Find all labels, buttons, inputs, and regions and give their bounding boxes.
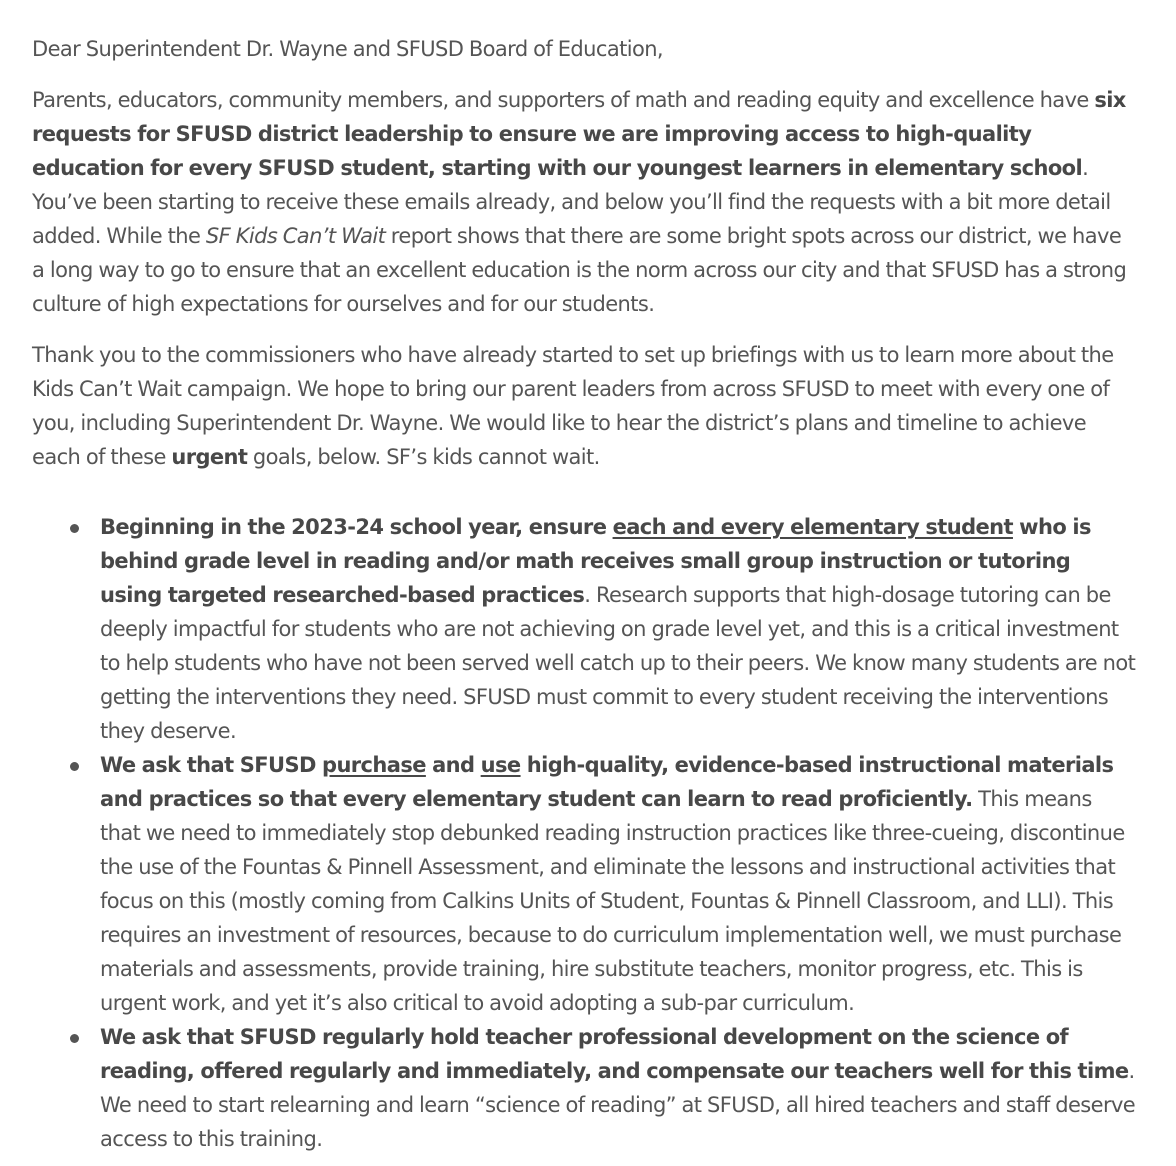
bullet-icon — [70, 1034, 79, 1043]
greeting: Dear Superintendent Dr. Wayne and SFUSD Board of Education, — [32, 37, 663, 61]
request-2-bold-1: We ask that SFUSD — [100, 753, 323, 777]
request-1-underlined: each and every elementary student — [612, 515, 1013, 539]
request-2-bold-3: high-quality, evidence-based instructional materials and practices so that every elementary student can learn to read proficiently. — [100, 753, 1114, 811]
request-1-bold-1: Beginning in the 2023-24 school year, ensure — [100, 515, 613, 539]
request-3-bold-1: We ask that SFUSD regularly hold teacher professional development on the science of reading, offered regularly and immediately, and compensate our teachers well for this time — [100, 1025, 1129, 1083]
intro-paragraph — [32, 83, 1136, 321]
thanks-bold-urgent: urgent — [171, 445, 248, 469]
requests-list — [32, 510, 1136, 1156]
request-item-2 — [100, 748, 1136, 1020]
request-2-underlined-purchase: purchase — [322, 753, 426, 777]
report-title: SF Kids Can’t Wait — [205, 224, 386, 248]
thanks-text-2: goals, below. SF’s kids cannot wait. — [247, 445, 600, 469]
request-2-text: This means that we need to immediately stop debunked reading instruction practices like three-cueing, discontinue the use of the Fountas & Pinnell Assessment, and eliminate the lessons and instructional activities that focus on this (mostly coming from Calkins Units of Student, Fountas & Pinnell Classroom, and LLI). This requires an investment of resources, because to do curriculum implementation well, we must purchase materials and assessments, provide training, hire substitute teachers, monitor progress, etc. This is urgent work, and yet it’s also critical to avoid adopting a sub-par curriculum. — [100, 787, 1125, 1015]
request-item-1 — [100, 510, 1136, 748]
request-2-bold-2: and — [425, 753, 481, 777]
thanks-text-1: Thank you to the commissioners who have already started to set up briefings with us to learn more about the Kids Can’t Wait campaign. We hope to bring our parent leaders from across SFUSD to meet with every one of you, including Superintendent Dr. Wayne. We would like to hear the district’s plans and timeline to achieve each of these — [32, 343, 1114, 469]
intro-text-3: report shows that there are some bright spots across our district, we have a long way to go to ensure that an excellent education is the norm across our city and that SFUSD has a strong culture of high expectations for ourselves and for our students. — [32, 224, 1127, 316]
intro-bold-requests: six requests for SFUSD district leadership to ensure we are improving access to high-quality education for every SFUSD student, starting with our youngest learners in elementary school — [32, 88, 1126, 180]
intro-text-2: . You’ve been starting to receive these emails already, and below you’ll find the requests with a bit more detail added. While the — [32, 156, 1111, 248]
request-1-bold-2: who is behind grade level in reading and/or math receives small group instruction or tutoring using targeted researched-based practices — [100, 515, 1091, 607]
thanks-paragraph — [32, 338, 1136, 474]
request-2-underlined-use: use — [480, 753, 521, 777]
request-1-text: . Research supports that high-dosage tutoring can be deeply impactful for students who are not achieving on grade level yet, and this is a critical investment to help students who have not been served well catch up to their peers. We know many students are not getting the interventions they need. SFUSD must commit to every student receiving the interventions they deserve. — [100, 583, 1136, 743]
bullet-icon — [70, 762, 79, 771]
intro-text-1: Parents, educators, community members, and supporters of math and reading equity and excellence have — [32, 88, 1095, 112]
request-3-text: . We need to start relearning and learn “science of reading” at SFUSD, all hired teachers and staff deserve access to this training. — [100, 1059, 1136, 1151]
bullet-icon — [70, 524, 79, 533]
request-item-3 — [100, 1020, 1136, 1156]
